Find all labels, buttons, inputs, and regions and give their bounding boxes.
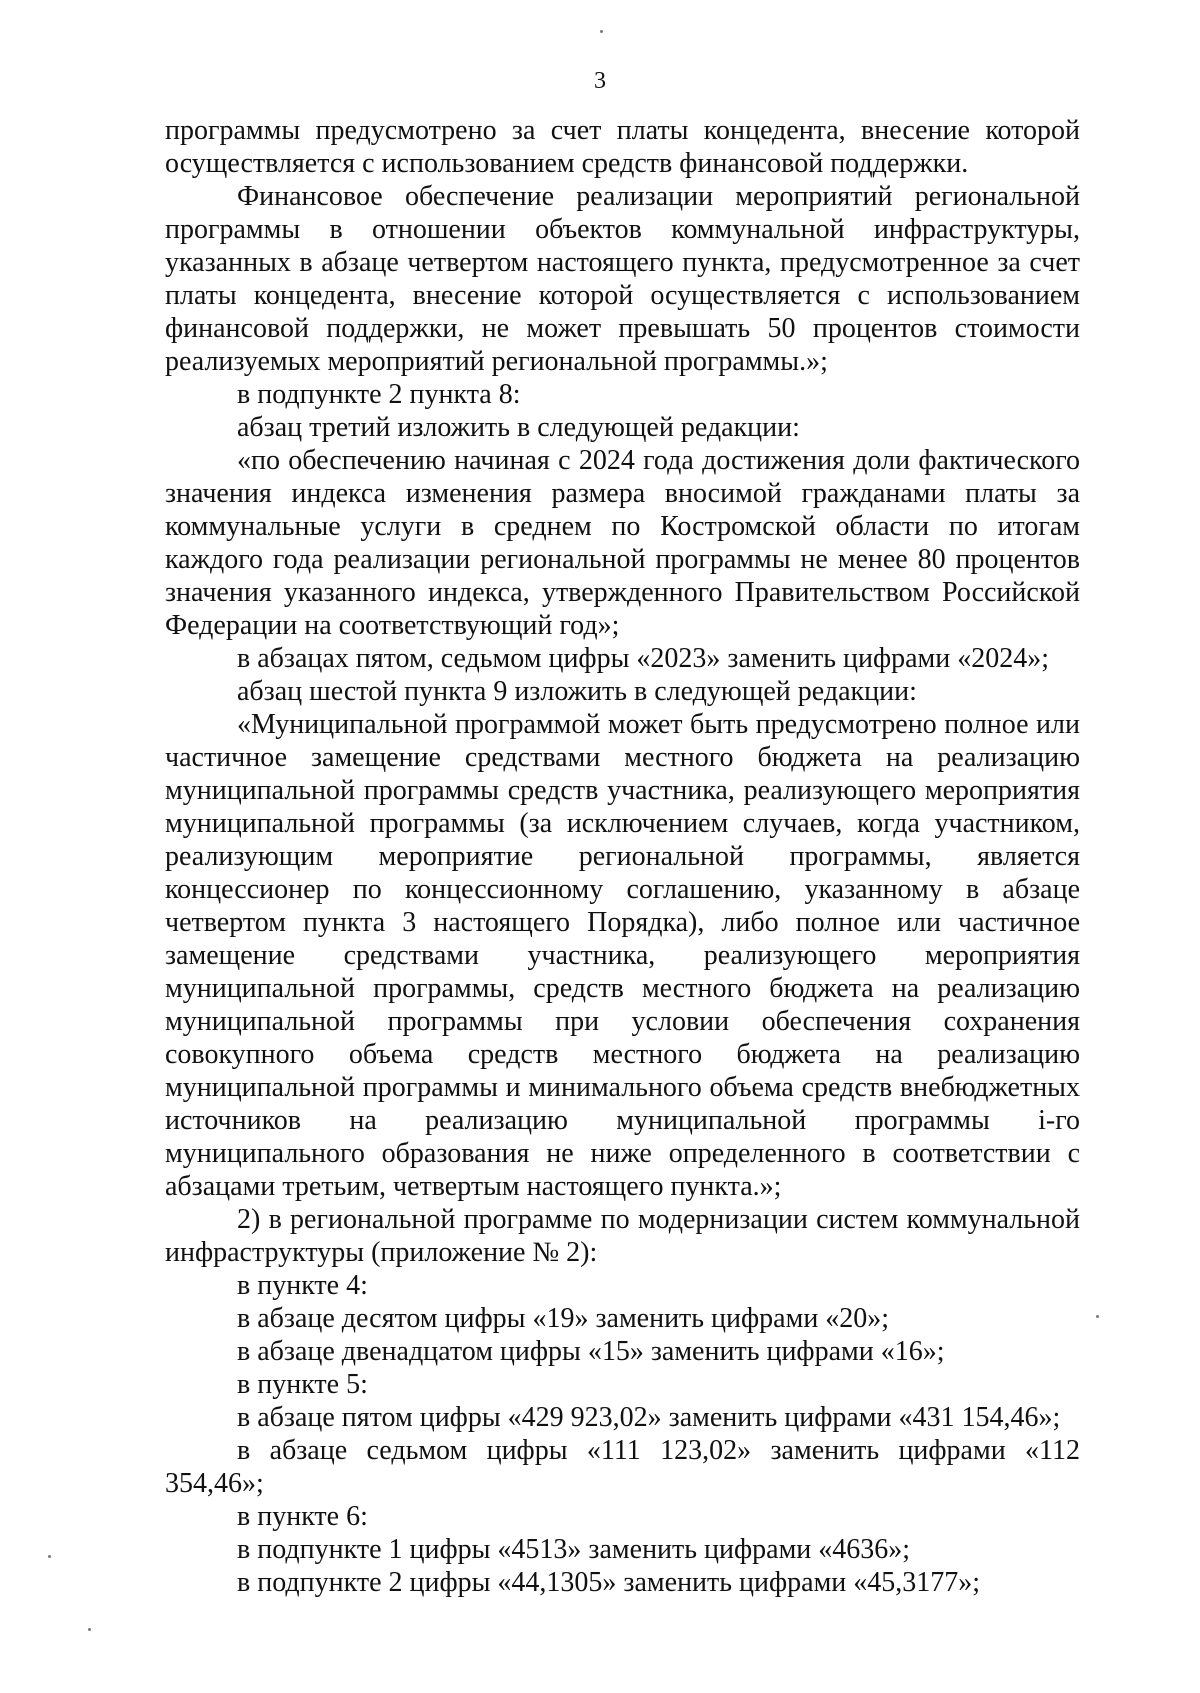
paragraph-financing: Финансовое обеспечение реализации мероприятий региональной программы в отношении объектов коммунальной инфраструктуры, указанных в абзаце четвертом настоящего пункта, предусмотренное за счет платы концедента, внесение которой осуществляется с использованием финансовой поддержки, не может превышать 50 процентов стоимости реализуемых мероприятий региональной программы.»; (165, 181, 1080, 377)
scan-speck (600, 30, 603, 33)
paragraph-replace-15: в абзаце двенадцатом цифры «15» заменить цифрами «16»; (237, 1336, 945, 1367)
paragraph-item-4: в пункте 4: (237, 1270, 368, 1301)
paragraph-replace-44-1305: в подпункте 2 цифры «44,1305» заменить цифрами «45,3177»; (237, 1567, 981, 1598)
paragraph-replace-4513: в подпункте 1 цифры «4513» заменить цифрами «4636»; (237, 1534, 911, 1565)
scan-speck (48, 1555, 51, 1558)
paragraph-item-5: в пункте 5: (237, 1369, 368, 1400)
paragraph-subitem-2-item-8: в подпункте 2 пункта 8: (237, 379, 521, 410)
paragraph-quote-index: «по обеспечению начиная с 2024 года достижения доли фактического значения индекса изменения размера вносимой гражданами платы за коммунальные услуги в среднем по Костромской области по итогам каждого года реализации региональной программы не менее 80 процентов значения указанного индекса, утвержденного Правительством Российской Федерации на соответствующий год»; (165, 445, 1080, 641)
paragraph-item-2-regional: 2) в региональной программе по модернизации систем коммунальной инфраструктуры (приложение № 2): (165, 1204, 1080, 1268)
page-number: 3 (594, 68, 606, 94)
paragraph-replace-2023: в абзацах пятом, седьмом цифры «2023» заменить цифрами «2024»; (237, 643, 1050, 674)
document-body (165, 114, 1080, 1599)
paragraph-continuation: программы предусмотрено за счет платы концедента, внесение которой осуществляется с использованием средств финансовой поддержки. (165, 115, 1080, 179)
paragraph-replace-19: в абзаце десятом цифры «19» заменить цифрами «20»; (237, 1303, 890, 1334)
paragraph-item-6: в пункте 6: (237, 1501, 368, 1532)
paragraph-replace-429923: в абзаце пятом цифры «429 923,02» заменить цифрами «431 154,46»; (237, 1402, 1061, 1433)
paragraph-replace-111123: в абзаце седьмом цифры «111 123,02» заменить цифрами «112 354,46»; (165, 1435, 1080, 1499)
scan-speck (1096, 1315, 1099, 1318)
paragraph-sixth-abzats: абзац шестой пункта 9 изложить в следующей редакции: (237, 676, 917, 707)
scan-speck (88, 1628, 91, 1631)
paragraph-third-abzats: абзац третий изложить в следующей редакции: (237, 412, 800, 443)
paragraph-quote-municipal: «Муниципальной программой может быть предусмотрено полное или частичное замещение средствами местного бюджета на реализацию муниципальной программы средств участника, реализующего мероприятия муниципальной программы (за исключением случаев, когда участником, реализующим мероприятие региональной программы, является концессионер по концессионному соглашению, указанному в абзаце четвертом пункта 3 настоящего Порядка), либо полное или частичное замещение средствами участника, реализующего мероприятия муниципальной программы, средств местного бюджета на реализацию муниципальной программы при условии обеспечения сохранения совокупного объема средств местного бюджета на реализацию муниципальной программы и минимального объема средств внебюджетных источников на реализацию муниципальной программы i-го муниципального образования не ниже определенного в соответствии с абзацами третьим, четвертым настоящего пункта.»; (165, 709, 1080, 1202)
